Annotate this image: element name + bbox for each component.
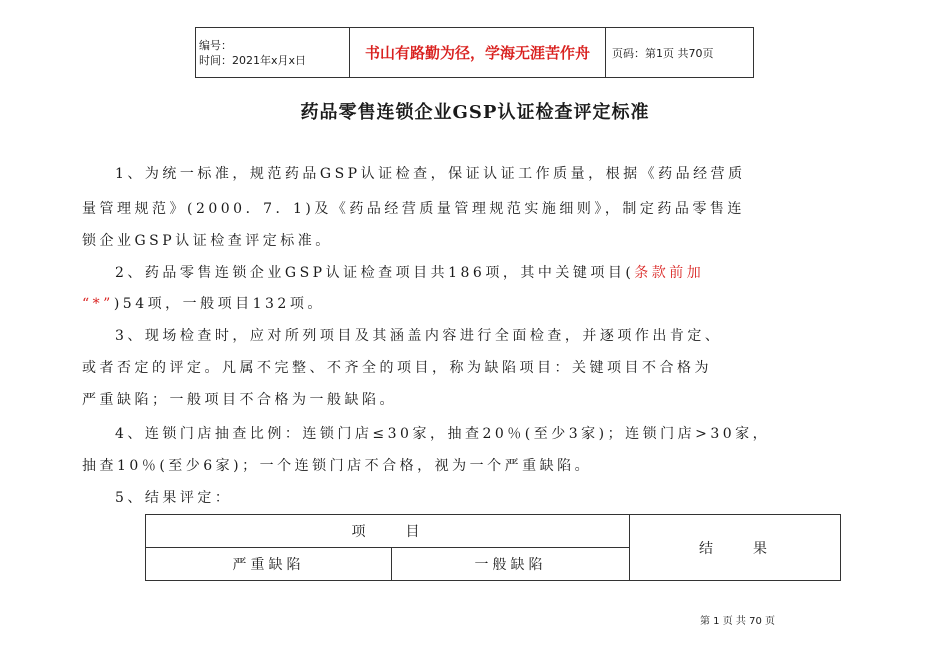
header-page-info: 页码：第1页 共70页 [606, 28, 754, 78]
paragraph-4-line-2: 抽查10％(至少6家)；一个连锁门店不合格，视为一个严重缺陷。 [82, 458, 593, 474]
page-footer: 第 1 页 共 70 页 [700, 616, 775, 627]
serious-defect-header-cell: 严重缺陷 [146, 548, 392, 581]
general-defect-header-cell: 一般缺陷 [392, 548, 630, 581]
paragraph-2-line-1 [82, 259, 872, 288]
paragraph-2-red-note: 条款前加 [634, 265, 705, 281]
paragraph-2-text-a: 2、药品零售连锁企业GSP认证检查项目共186项，其中关键项目( [115, 265, 635, 281]
document-header [195, 27, 754, 78]
paragraph-4-line-1: 4、连锁门店抽查比例：连锁门店≤30家，抽查20％(至少3家)；连锁门店>30家， [115, 426, 771, 442]
items-header-cell: 项 目 [146, 515, 630, 548]
paragraph-3-line-2: 或者否定的评定。凡属不完整、不齐全的项目，称为缺陷项目：关键项目不合格为 [82, 360, 712, 376]
paragraph-1-line-3: 锁企业GSP认证检查评定标准。 [82, 233, 333, 249]
paragraph-1-line-1: 1、为统一标准，规范药品GSP认证检查，保证认证工作质量，根据《药品经营质 [115, 166, 746, 182]
paragraph-5-line-1: 5、结果评定： [115, 490, 233, 506]
result-evaluation-table [145, 514, 841, 581]
result-header-cell: 结 果 [630, 515, 841, 581]
paragraph-3-line-1: 3、现场检查时，应对所列项目及其涵盖内容进行全面检查，并逐项作出肯定、 [115, 328, 723, 344]
document-time: 时间：2021年x月x日 [199, 53, 307, 67]
header-meta [196, 28, 350, 78]
header-motto: 书山有路勤为径，学海无涯苦作舟 [350, 28, 606, 78]
paragraph-2-line-2 [82, 290, 872, 319]
document-number-label: 编号： [199, 38, 232, 52]
page-title: 药品零售连锁企业GSP认证检查评定标准 [300, 102, 650, 123]
paragraph-3-line-3: 严重缺陷；一般项目不合格为一般缺陷。 [82, 392, 397, 408]
paragraph-1-line-2: 量管理规范》(2000．7．1)及《药品经营质量管理规范实施细则》，制定药品零售连 [82, 201, 745, 217]
paragraph-2-text-b: )54项，一般项目132项。 [113, 296, 325, 312]
paragraph-2-asterisk-mark: “*” [82, 296, 114, 312]
